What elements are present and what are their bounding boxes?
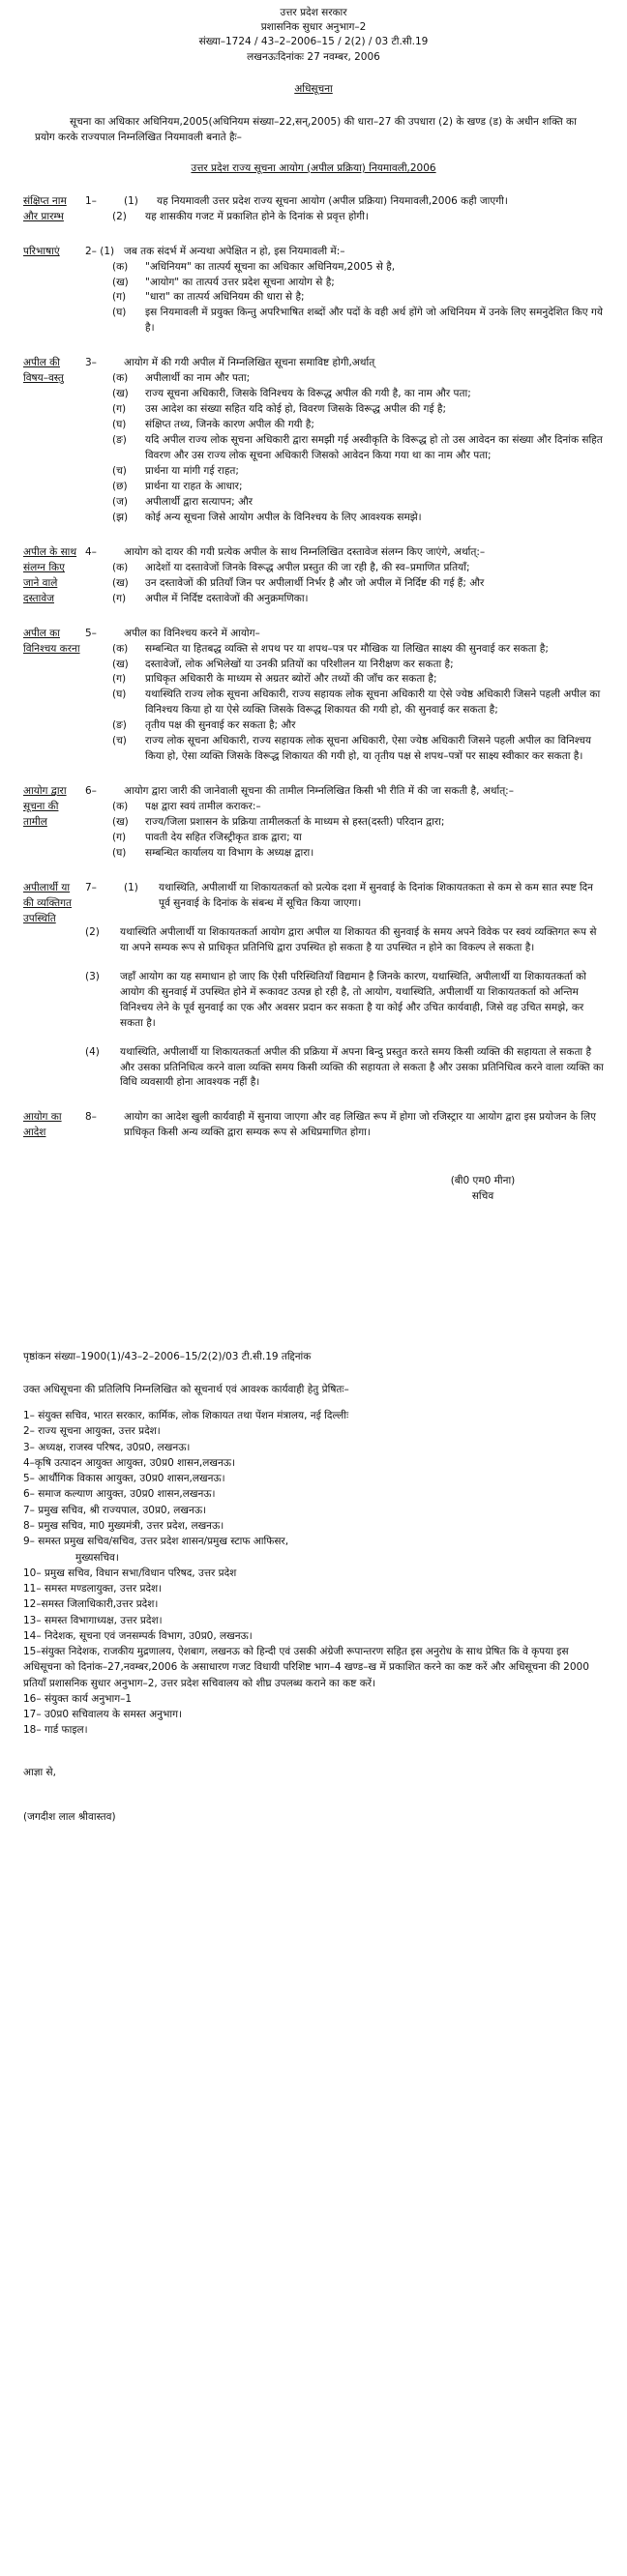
notice-title: अधिसूचना [294,82,333,95]
distribution-item: 3– अध्यक्ष, राजस्व परिषद, उ0प्र0, लखनऊ। [23,1441,191,1453]
section-lead: आयोग में की गयी अपील में निम्नलिखित सूचना समाविष्ट होगी,अर्थात् [124,357,375,369]
clause-list [112,210,604,225]
sub-rule-text: यथास्थिति अपीलार्थी या शिकायतकर्ता आयोग द्वारा अपील या शिकायत की सुनवाई के समय अपने विवेक पर स्वयं व्यक्तिगत रूप से या अपने सम्यक रूप से प्राधिकृत प्रतिनिधि द्वारा उपस्थित हो सकता है या उपस्थित न होने का विकल्प ले सकता है। [120,925,597,953]
section-lead-line [85,1110,604,1141]
section-title: अपील की विषय–वस्तु [23,357,64,385]
section-number: 5– [85,627,97,639]
section-title: अपीलार्थी या की व्यक्तिगत उपस्थिति [23,881,73,924]
clause-text: सम्बन्धित कार्यालय या विभाग के अध्यक्ष द्वारा। [145,847,314,859]
section-body [85,545,604,607]
endorsement-signer: (जगदीश लाल श्रीवास्तव) [23,1810,116,1823]
clause-list [112,260,604,337]
clause-text: "अधिनियम" का तात्पर्य सूचना का अधिकार अधिनियम,2005 से है, [145,260,396,273]
section-lead: अपील का विनिश्चय करने में आयोग– [124,627,260,639]
clause-label: (च) [112,464,127,477]
section-number: 4– [85,545,97,558]
clause [112,658,604,673]
distribution-item: 8– प्रमुख सचिव, मा0 मुख्यमंत्री, उत्तर प्रदेश, लखनऊ। [23,1520,224,1533]
section-title: अपील के साथ संलग्न किए जाने वाले दस्तावेज [23,545,77,604]
clause-text: दस्तावेजों, लोक अभिलेखों या उनकी प्रतियों का परिशीलन या निरीक्षण कर सकता है; [145,658,454,670]
clause-text: पक्ष द्वारा स्वयं तामील कराकर:– [145,801,261,813]
section-title: संक्षिप्त नाम और प्रारम्भ [23,194,67,222]
distribution-item: 10– प्रमुख सचिव, विधान सभा/विधान परिषद, उत्तर प्रदेश [23,1566,237,1579]
clause [112,592,604,607]
clause-label: (ग) [112,673,127,686]
clause [112,210,604,225]
clause [112,290,604,306]
section-number: 1– [85,194,97,207]
sub-rule [85,970,604,1032]
section-lead: आयोग को दायर की गयी प्रत्येक अपील के साथ निम्नलिखित दस्तावेज संलग्न किए जाएंगे, अर्थात्:– [124,545,486,558]
section-body [85,1110,604,1141]
clause-label: (ख) [112,388,129,400]
clause-text: अपीलार्थी द्वारा सत्यापन; और [145,495,254,508]
clause-text: पावती देय सहित रजिस्ट्रीकृत डाक द्वारा; या [145,832,302,844]
clause-label: (ख) [112,576,129,589]
clause [124,194,604,210]
clause-list [112,642,604,766]
sub-rule-label: (4) [85,1045,100,1058]
rule-section [23,245,604,337]
clause-list [112,800,604,862]
sub-rule-text: यथास्थिति, अपीलार्थी या शिकायतकर्ता को प्रत्येक दशा में सुनवाई के दिनांक शिकायतकता से कम से कम सात स्पष्ट दिन पूर्व सुनवाई के दिनांक के संबन्ध में सूचित किया जाएगा। [159,881,593,909]
clause-text: यथास्थिति राज्य लोक सूचना अधिकारी, राज्य सहायक लोक सूचना अधिकारी या ऐसे ज्येष्ठ अधिकारी जिसने पहली अपील का विनिश्चय किया हो या ऐसे व्यक्ति जिसके विरूद्ध शिकायत की गयी हो, की सुनवाई कर सकता है; [145,688,601,717]
order-text: आज्ञा से, [23,1766,56,1778]
distribution-item: 9– समस्त प्रमुख सचिव/सचिव, उत्तर प्रदेश शासन/प्रमुख स्टाफ आफिसर, [23,1536,289,1548]
clause [112,260,604,276]
rule-section [23,881,604,1091]
clause-label: (घ) [112,307,127,319]
clause [112,306,604,337]
clause-text: राज्य सूचना अधिकारी, जिसके विनिश्चय के विरूद्ध अपील की गयी है, का नाम और पता; [145,388,471,400]
clause-list [112,561,604,607]
clause [112,800,604,815]
clause [112,276,604,291]
clause-text: उस आदेश का संख्या सहित यदि कोई हो, विवरण जिसके विरूद्ध अपील की गई है; [145,403,447,416]
distribution-item: 14– निदेशक, सूचना एवं जनसम्पर्क विभाग, उ0प्र0, लखनऊ। [23,1629,253,1642]
clause-text: इस नियमावली में प्रयुक्त किन्तु अपरिभाषित शब्दों और पदों के वही अर्थ होंगे जो अधिनियम में उनके लिए समनुदेशित किए गये है। [145,307,603,335]
intro-paragraph: सूचना का अधिकार अधिनियम,2005(अधिनियम संख्या–22,सन्,2005) की धारा–27 की उपधारा (2) के खण्ड (ड) के अधीन शक्ति का प्रयोग करके राज्यपाल निम्नलिखित नियमावली बनाते हैः– [35,115,577,143]
clause-text: अपील में निर्दिष्ट दस्तावेजों की अनुक्रमणिका। [145,592,309,604]
clause-text: राज्य/जिला प्रशासन के प्रक्रिया तामीलकर्ता के माध्यम से हस्त(दस्ती) परिदान द्वारा; [145,816,445,829]
distribution-item: 2– राज्य सूचना आयुक्त, उत्तर प्रदेश। [23,1425,161,1438]
clause-label: (छ) [112,480,128,492]
clause-label: (घ) [112,847,127,859]
section-title: अपील का विनिश्चय करना [23,627,80,655]
distribution-item: 15–संयुक्त निदेशक, राजकीय मुद्रणालय, ऐशबाग, लखनऊ को हिन्दी एवं उसकी अंग्रेजी रूपान्तरण सहित इस अनुरोध के साथ प्रेषित कि वे कृपया इस अधिसूचना को दिनांक–27,नवम्बर,2006 के असाधारण गजट विधायी परिशिष्ट भाग–4 खण्ड–ख में प्रकाशित करने का कष्ट करें और अधिसूचना की 2000 प्रतियाँ प्रशासनिक सुधार अनुभाग–2, उत्तर प्रदेश सचिवालय को शीघ्र उपलब्ध कराने का कष्ट करें। [23,1646,589,1689]
section-lead-line [85,194,604,210]
clause-label: (ङ) [112,719,127,732]
distribution-item: 7– प्रमुख सचिव, श्री राज्यपाल, उ0प्र0, लखनऊ। [23,1504,207,1516]
section-title: आयोग द्वारा सूचना की तामील [23,785,67,829]
clause-text: प्रार्थना या राहत के आधार; [145,480,243,492]
distribution-item: 1– संयुक्त सचिव, भारत सरकार, कार्मिक, लोक शिकायत तथा पेंशन मंत्रालय, नई दिल्लीः [23,1410,349,1422]
clause-text: उन दस्तावेजों की प्रतियाँ जिन पर अपीलार्थी निर्भर है और जो अपील में निर्दिष्ट की गई हैं; और [145,576,485,589]
clause-text: "धारा" का तात्पर्य अधिनियम की धारा से है; [145,291,305,304]
distribution-item: 17– उ0प्र0 सचिवालय के समस्त अनुभाग। [23,1709,182,1721]
sub-rule-label: (1) [124,881,138,893]
clause [112,718,604,734]
rule-section [23,1110,604,1141]
rule-section [23,356,604,525]
clause [112,371,604,387]
distribution-item: 5– आर्थौगिक विकास आयुक्त, उ0प्र0 शासन,लखनऊ। [23,1473,225,1485]
clause-label: (ख) [112,816,129,829]
sub-rule-label: (2) [85,925,100,938]
section-lead-line [85,627,604,642]
reference-number: संख्या–1724 / 43–2–2006–15 / 2(2) / 03 टी.सी.19 [198,36,429,48]
clause [112,672,604,688]
document-page [23,0,604,1826]
distribution-item: मुख्यसचिव। [75,1551,119,1564]
rules-title: उत्तर प्रदेश राज्य सूचना आयोग (अपील प्रक्रिया) नियमावली,2006 [191,161,436,174]
clause-text: प्राधिकृत अधिकारी के माध्यम से अग्रतर ब्योरों और तथ्यों की जाँच कर सकता है; [145,673,437,686]
section-body [85,881,604,1091]
section-lead-line [85,784,604,800]
clause-label: (ग) [112,291,127,304]
signatory-designation: सचिव [471,1190,494,1203]
clause-label: (क) [112,801,129,813]
section-lead: जब तक संदर्भ में अन्यथा अपेक्षित न हो, इस नियमावली में:– [124,245,345,257]
clause-label: (ग) [112,592,127,604]
rule-section [23,627,604,766]
rules-sections [23,194,604,1142]
clause [112,480,604,495]
section-body [85,784,604,862]
clause-text: प्रार्थना या मांगी गई राहत; [145,464,239,477]
section-number: 6– [85,785,97,798]
section-number: 3– [85,357,97,369]
endorsement-reference: पृष्ठांकन संख्या–1900(1)/43–2–2006–15/2(2)/03 टी.सी.19 तद्दिनांक [23,1351,312,1363]
clause [112,495,604,511]
clause-label: (2) [112,210,127,222]
clause-label: (ख) [112,658,129,670]
document-date: लखनऊःदिनांकः 27 नवम्बर, 2006 [247,50,380,63]
section-lead: आयोग द्वारा जारी की जानेवाली सूचना की तामील निम्नलिखित किसी भी रीति में की जा सकती है, अर्थात्:– [124,785,514,798]
section-lead: आयोग का आदेश खुली कार्यवाही में सुनाया जाएगा और वह लिखित रूप में होगा जो रजिस्ट्रार या आयोग द्वारा इस प्रयोजन के लिए प्राधिकृत किसी अन्य व्यक्ति द्वारा सम्यक रूप से अधिप्रमाणित होगा। [124,1111,596,1139]
section-number: 2– (1) [85,245,115,257]
clause-label: (क) [112,561,129,573]
sub-rule-label: (3) [85,970,100,982]
clause-label: (घ) [112,688,127,701]
sub-rule [85,1045,604,1092]
distribution-item: 4–कृषि उत्पादन आयुक्त आयुक्त, उ0प्र0 शासन,लखनऊ। [23,1456,236,1469]
clause-label: (ङ) [112,434,127,447]
clause-label: (ख) [112,276,129,288]
clause-label: (क) [112,642,129,655]
clause [112,511,604,526]
sub-rule-text: जहाँ आयोग का यह समाधान हो जाए कि ऐसी परिस्थितियाँ विद्यमान है जिनके कारण, यथास्थिति, अपीलार्थी या शिकायतकर्ता को आयोग की सुनवाई में उपस्थित होने में रूकावट उत्पन्न हो रही है, तो आयोग, यथास्थिति, अपीलार्थी या शिकायतकर्ता को अन्तिम विनिश्चय लेने के पूर्व सुनवाई का एक और अवसर प्रदान कर सकता है या कोई और उचित कार्यवाही, जिसे वह उचित समझे, कर सकता है। [120,970,586,1029]
section-body [85,245,604,337]
clause [112,561,604,576]
rule-section [23,545,604,607]
clause [112,576,604,592]
sub-rule [85,925,604,956]
clause-text: यह शासकीय गजट में प्रकाशित होने के दिनांक से प्रवृत्त होगी। [145,210,369,222]
signatory-name: (बी0 एम0 मीना) [450,1175,516,1187]
clause-label: (ज) [112,495,128,508]
section-lead-line [85,245,604,260]
signature-block [23,1174,604,1205]
clause-text: "आयोग" का तात्पर्य उत्तर प्रदेश सूचना आयोग से है; [145,276,335,288]
section-body [85,356,604,525]
clause-label: (क) [112,372,129,385]
section-title: परिभाषाएं [23,245,60,257]
clause [112,402,604,418]
government-name: उत्तर प्रदेश सरकार [280,7,347,18]
rule-section [23,194,604,225]
rule-section [23,784,604,862]
clause-label: (च) [112,735,127,747]
document-header [23,6,604,65]
clause [112,464,604,480]
section-body [85,627,604,766]
clause-text: राज्य लोक सूचना अधिकारी, राज्य सहायक लोक सूचना अधिकारी, ऐसा ज्येष्ठ अधिकारी जिसने पहली अपील का विनिश्चय किया हो, ऐसा व्यक्ति जिसके विरूद्ध शिकायत की गयी हो, या तृतीय पक्ष से शपथ–पत्रों पर साक्ष्य स्वीकार कर सकता है। [145,735,591,763]
clause-label: (क) [112,260,129,273]
clause [112,433,604,464]
clause-label: (ग) [112,403,127,416]
endorsement-intro: उक्त अधिसूचना की प्रतिलिपि निम्नलिखित को सूचनार्थ एवं आवश्क कार्यवाही हेतु प्रेषितः– [23,1384,349,1396]
distribution-item: 11– समस्त मण्डलायुक्त, उत्तर प्रदेश। [23,1583,163,1595]
clause [112,815,604,831]
distribution-item: 18– गार्ड फाइल। [23,1724,88,1737]
distribution-item: 6– समाज कल्याण आयुक्त, उ0प्र0 शासन,लखनऊ। [23,1488,216,1501]
clause-text: संक्षिप्त तथ्य, जिनके कारण अपील की गयी है; [145,419,314,431]
section-lead-line [85,881,604,912]
clause-text: तृतीय पक्ष की सुनवाई कर सकता है; और [145,719,296,732]
distribution-list [23,1408,604,1739]
endorsement-block [23,1350,604,1825]
section-lead-line [85,356,604,371]
distribution-item: 12–समस्त जिलाधिकारी,उत्तर प्रदेश। [23,1598,159,1611]
sub-rule [124,881,604,912]
department-name: प्रशासनिक सुधार अनुभाग–2 [260,21,367,34]
clause-text: कोई अन्य सूचना जिसे आयोग अपील के विनिश्चय के लिए आवश्यक समझे। [145,511,422,523]
sub-rule-text: यथास्थिति, अपीलार्थी या शिकायतकर्ता अपील की प्रक्रिया में अपना बिन्दु प्रस्तुत करते समय किसी व्यक्ति की सहायता ले सकता है और उसका प्रतिनिधित्व करने वाला व्यक्ति समय किसी व्यक्ति की सहायता ले सकता है और उसका प्रतिनिधित्व करने वाला व्यक्ति का विधि व्यवसायी होना आवश्यक नहीं है। [120,1045,604,1089]
clause [112,846,604,862]
section-title: आयोग का आदेश [23,1111,62,1139]
clause-label: (ग) [112,832,127,844]
section-number: 8– [85,1111,97,1124]
clause-list [112,371,604,526]
section-lead-line [85,545,604,561]
clause [112,831,604,846]
clause [112,734,604,765]
distribution-item: 16– संयुक्त कार्य अनुभाग–1 [23,1692,133,1705]
section-body [85,194,604,225]
clause-label: (1) [124,194,138,207]
clause-text: यह नियमावली उत्तर प्रदेश राज्य सूचना आयोग (अपील प्रक्रिया) नियमावली,2006 कही जाएगी। [157,194,508,207]
clause [112,642,604,658]
clause-label: (घ) [112,419,127,431]
clause-text: यदि अपील राज्य लोक सूचना अधिकारी द्वारा समझी गई अस्वीकृति के विरूद्ध हो तो उस आवेदन का संख्या और दिनांक सहित विवरण और उस राज्य लोक सूचना अधिकारी जिसको आवेदन किया गया था का नाम और पता; [145,434,603,462]
clause-text: सम्बन्धित या हितबद्ध व्यक्ति से शपथ पर या शपथ–पत्र पर मौखिक या लिखित साक्ष्य की सुनवाई कर सकता है; [145,642,549,655]
closing-block [23,1766,604,1826]
clause [112,418,604,433]
clause [112,387,604,402]
clause-text: आदेशों या दस्तावेजों जिनके विरूद्ध अपील प्रस्तुत की जा रही है, की स्व–प्रमाणित प्रतियाँ; [145,561,470,573]
distribution-item: 13– समस्त विभागाध्यक्ष, उत्तर प्रदेश। [23,1614,163,1626]
clause-label: (झ) [112,511,129,523]
clause [112,688,604,718]
section-number: 7– [85,881,97,893]
clause-text: अपीलार्थी का नाम और पता; [145,372,251,385]
